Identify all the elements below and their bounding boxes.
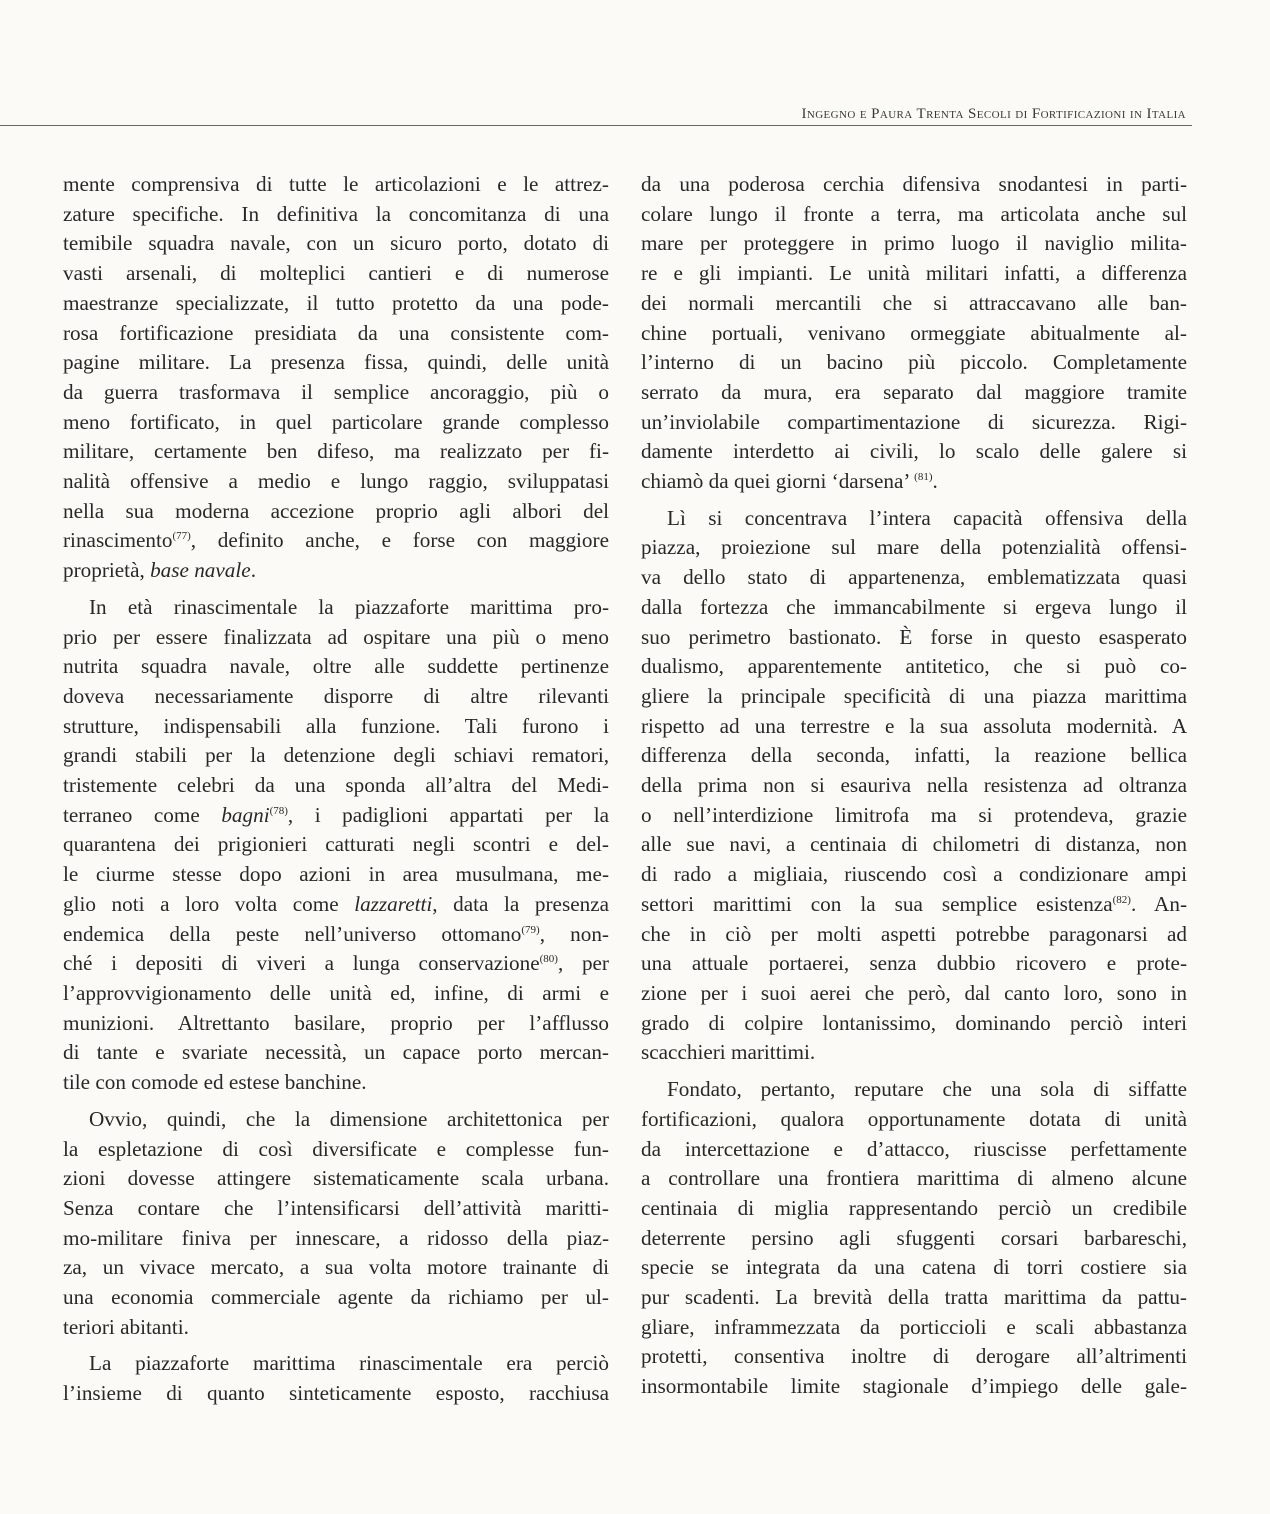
text-line: Fondato, pertanto, reputare che una sola di siffatte (667, 1077, 1187, 1102)
text-line: una attuale portaerei, senza dubbio ricovero e prote- (641, 951, 1187, 976)
text-run: glio noti a loro volta come (63, 891, 355, 916)
text-line: nutrita squadra navale, oltre alle suddette pertinenze (63, 654, 609, 679)
text-line: da intercettazione e d’attacco, riuscisse perfettamente (641, 1136, 1187, 1161)
text-line: Ovvio, quindi, che la dimensione architettonica per (89, 1106, 609, 1131)
text-line: colare lungo il fronte a terra, ma articolata anche sul (641, 201, 1187, 226)
text-line: zature specifiche. In definitiva la concomitanza di una (63, 201, 609, 226)
text-run: endemica della peste nell’universo ottomano (63, 921, 522, 946)
text-line: mente comprensiva di tutte le articolazioni e le attrez- (63, 172, 609, 196)
footnote-ref-78: (78) (269, 804, 288, 817)
text-line (63, 801, 609, 831)
text-line: a controllare una frontiera marittima di almeno alcune (641, 1166, 1187, 1191)
paragraph (63, 593, 609, 1098)
running-header: Ingegno e Paura Trenta Secoli di Fortificazioni in Italia (801, 106, 1186, 122)
footnote-ref-79: (79) (521, 923, 540, 936)
text-line: di rado a migliaia, riuscendo così a condizionare ampi (641, 862, 1187, 887)
text-line: re e gli impianti. Le unità militari infatti, a differenza (641, 261, 1187, 286)
text-line: tristemente celebri da una sponda all’altra del Medi- (63, 773, 609, 798)
text-line: nalità offensive a medio e lungo raggio, sviluppatasi (63, 469, 609, 494)
text-line: temibile squadra navale, con un sicuro porto, dotato di (63, 231, 609, 256)
text-line: mare per proteggere in primo luogo il naviglio milita- (641, 231, 1187, 256)
text-line: va dello stato di appartenenza, emblematizzata quasi (641, 565, 1187, 590)
text-run: settori marittimi con la sua semplice esistenza (641, 891, 1113, 916)
text-line: una economia commerciale agente da richiamo per ul- (63, 1285, 609, 1310)
text-line: le ciurme stesse dopo azioni in area musulmana, me- (63, 862, 609, 887)
text-run: proprietà, (63, 558, 151, 583)
text-line: rispetto ad una terrestre e la sua assoluta modernità. A (641, 713, 1187, 738)
text-run: , definito anche, e forse con maggiore (190, 528, 609, 553)
paragraph (641, 1075, 1187, 1402)
text-line: Lì si concentrava l’intera capacità offensiva della (667, 505, 1187, 530)
text-line (63, 949, 609, 979)
text-line: grandi stabili per la detenzione degli schiavi rematori, (63, 743, 609, 768)
footnote-ref-77: (77) (172, 530, 191, 543)
text-line: tile con comode ed estese banchine. (63, 1070, 367, 1095)
text-line: pur scadenti. La brevità della tratta marittima da pattu- (641, 1285, 1187, 1310)
text-line: zione per i suoi aerei che però, dal canto loro, sono in (641, 980, 1187, 1005)
text-line: pagine militare. La presenza fissa, quindi, delle unità (63, 350, 609, 375)
text-line: vasti arsenali, di molteplici cantieri e di numerose (63, 261, 609, 286)
text-line (63, 890, 609, 920)
footnote-ref-80: (80) (539, 953, 558, 966)
text-line: di tante e svariate necessità, un capace porto mercan- (63, 1040, 609, 1065)
text-line: doveva necessariamente disporre di altre rilevanti (63, 683, 609, 708)
paragraph (63, 1349, 609, 1408)
text-line: damente interdetto ai civili, lo scalo delle galere si (641, 439, 1187, 464)
text-line: rosa fortificazione presidiata da una consistente com- (63, 320, 609, 345)
text-run: rinascimento (63, 528, 173, 553)
text-line: specie se integrata da una catena di torri costiere sia (641, 1255, 1187, 1280)
text-line: grado di colpire lontanissimo, dominando perciò interi (641, 1010, 1187, 1035)
text-line: deterrente persino agli sfuggenti corsari barbareschi, (641, 1225, 1187, 1250)
text-line: La piazzaforte marittima rinascimentale era perciò (89, 1351, 609, 1376)
text-line: munizioni. Altrettanto basilare, proprio per l’afflusso (63, 1010, 609, 1035)
text-run: ché i depositi di viveri a lunga conservazione (63, 951, 540, 976)
text-line (641, 467, 1187, 497)
text-run: , non- (539, 921, 609, 946)
text-line: differenza della seconda, infatti, la reazione bellica (641, 743, 1187, 768)
text-line: gliare, inframmezzata da porticcioli e scali abbastanza (641, 1314, 1187, 1339)
text-line (63, 556, 609, 586)
text-line: teriori abitanti. (63, 1314, 189, 1339)
text-run: . (932, 469, 938, 494)
header-rule (0, 125, 1192, 126)
text-line: Senza contare che l’intensificarsi dell’attività maritti- (63, 1195, 609, 1220)
text-line: un’inviolabile compartimentazione di sicurezza. Rigi- (641, 409, 1187, 434)
text-run: terraneo come (63, 802, 222, 827)
text-line: dei normali mercantili che si attraccavano alle ban- (641, 290, 1187, 315)
text-line: quarantena dei prigionieri catturati negli scontri e del- (63, 832, 609, 857)
text-line: serrato da mura, era separato dal maggiore tramite (641, 379, 1187, 404)
text-line: chine portuali, venivano ormeggiate abitualmente al- (641, 320, 1187, 345)
text-run: . (250, 558, 256, 583)
text-line: protetti, consentiva inoltre di derogare all’altrimenti (641, 1344, 1187, 1369)
text-line: mo-militare finiva per innescare, a ridosso della piaz- (63, 1225, 609, 1250)
text-line: zioni dovesse attingere sistematicamente scala urbana. (63, 1166, 609, 1191)
text-run: , data la presenza (432, 891, 610, 916)
text-line: da guerra trasformava il semplice ancoraggio, più o (63, 379, 609, 404)
text-line: da una poderosa cerchia difensiva snodantesi in parti- (641, 172, 1187, 196)
paragraph (641, 170, 1187, 497)
text-line: suo perimetro bastionato. È forse in questo esasperato (641, 624, 1187, 649)
text-line: dualismo, apparentemente antitetico, che si può co- (641, 654, 1187, 679)
text-line (63, 526, 609, 556)
paragraph (63, 170, 609, 586)
text-line: che in ciò per molti aspetti potrebbe paragonarsi ad (641, 921, 1187, 946)
text-line: l’interno di un bacino più piccolo. Completamente (641, 350, 1187, 375)
footnote-ref-81: (81) (914, 471, 933, 484)
italic-term: bagni (221, 802, 270, 827)
text-line: dalla fortezza che immancabilmente si ergeva lungo il (641, 594, 1187, 619)
text-line: In età rinascimentale la piazzaforte marittima pro- (89, 594, 609, 619)
text-line: prio per essere finalizzata ad ospitare una più o meno (63, 624, 609, 649)
text-line: meno fortificato, in quel particolare grande complesso (63, 409, 609, 434)
italic-term: lazzaretti (354, 891, 433, 916)
text-line: piazza, proiezione sul mare della potenzialità offensi- (641, 535, 1187, 560)
left-column (63, 170, 609, 1409)
text-line: l’insieme di quanto sinteticamente esposto, racchiusa (63, 1381, 609, 1406)
text-line: strutture, indispensabili alla funzione. Tali furono i (63, 713, 609, 738)
footnote-ref-82: (82) (1112, 893, 1131, 906)
text-line (641, 890, 1187, 920)
text-run: . An- (1130, 891, 1187, 916)
text-line: scacchieri marittimi. (641, 1040, 816, 1065)
text-line: insormontabile limite stagionale d’impiego delle gale- (641, 1374, 1187, 1399)
text-line: gliere la principale specificità di una piazza marittima (641, 683, 1187, 708)
text-line: della prima non si esauriva nella resistenza ad oltranza (641, 773, 1187, 798)
text-line: fortificazioni, qualora opportunamente dotata di unità (641, 1106, 1187, 1131)
text-line: za, un vivace mercato, a sua volta motore trainante di (63, 1255, 609, 1280)
text-line: o nell’interdizione limitrofa ma si protendeva, grazie (641, 802, 1187, 827)
italic-term: base navale (150, 558, 251, 583)
text-line: militare, certamente ben difeso, ma realizzato per fi- (63, 439, 609, 464)
text-run: chiamò da quei giorni ‘darsena’ (641, 469, 915, 494)
text-run: , per (557, 951, 609, 976)
text-line (63, 920, 609, 950)
text-line: la espletazione di così diversificate e complesse fun- (63, 1136, 609, 1161)
paragraph (641, 504, 1187, 1068)
text-line: centinaia di miglia rappresentando perciò un credibile (641, 1195, 1187, 1220)
text-line: l’approvvigionamento delle unità ed, infine, di armi e (63, 980, 609, 1005)
text-line: alle sue navi, a centinaia di chilometri di distanza, non (641, 832, 1187, 857)
right-column (641, 170, 1187, 1402)
text-line: maestranze specializzate, il tutto protetto da una pode- (63, 290, 609, 315)
text-run: , i padiglioni appartati per la (287, 802, 610, 827)
paragraph (63, 1105, 609, 1343)
text-line: nella sua moderna accezione proprio agli albori del (63, 498, 609, 523)
